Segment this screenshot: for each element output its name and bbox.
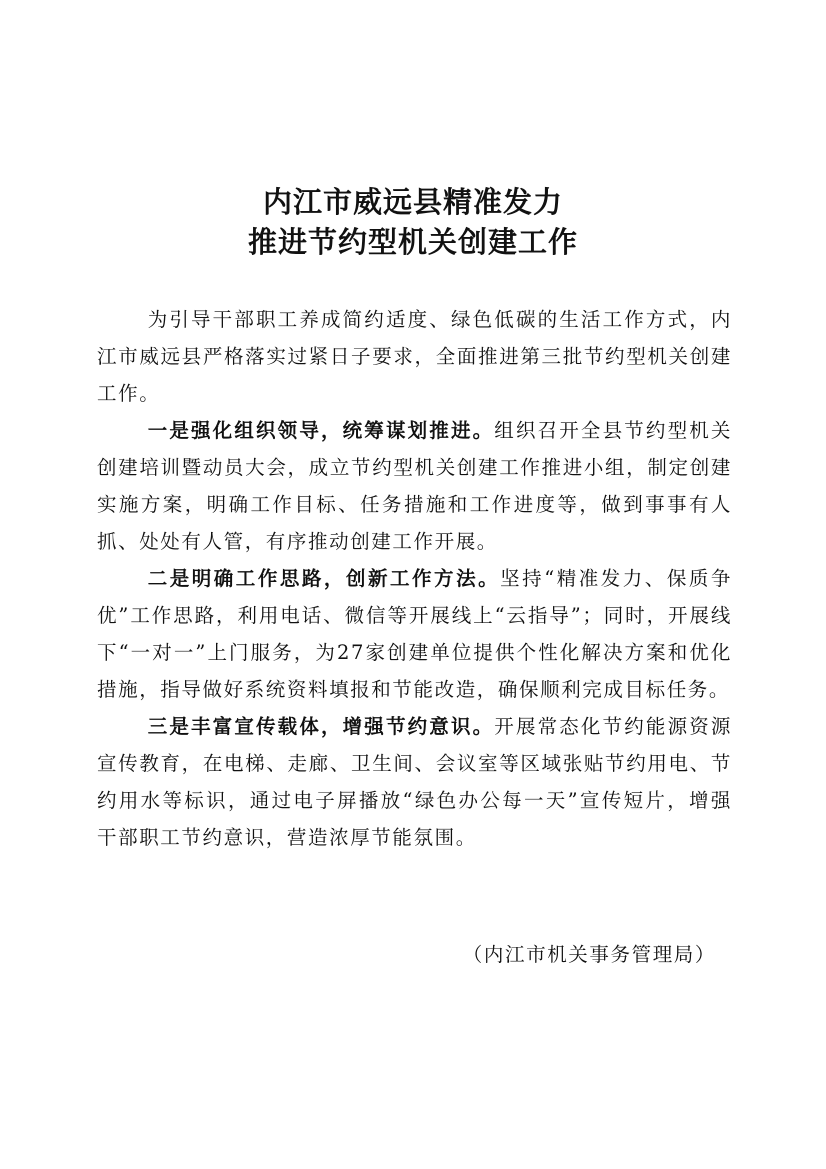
- document-title-line-1: 内江市威远县精准发力: [262, 185, 563, 219]
- paragraph-lead: 一是强化组织领导，统筹谋划推进。: [147, 419, 495, 442]
- paragraph-text: 开展常态化节约能源资源宣传教育，在电梯、走廊、卫生间、会议室等区域张贴节约用电、节约用水等标识，通过电子屏播放“绿色办公每一天”宣传短片，增强干部职工节约意识，营造浓厚节能氛围。: [97, 715, 732, 849]
- paragraph-text: 为引导干部职工养成简约适度、绿色低碳的生活工作方式，内江市威远县严格落实过紧日子要求，全面推进第三批节约型机关创建工作。: [97, 308, 732, 405]
- paragraph-point-2: [97, 560, 732, 708]
- paragraph-point-3: [97, 708, 732, 856]
- document-body: [97, 301, 732, 856]
- paragraph-lead: 二是明确工作思路，创新工作方法。: [147, 567, 501, 590]
- paragraph-point-1: [97, 412, 732, 560]
- paragraph-text: 坚持“精准发力、保质争优”工作思路，利用电话、微信等开展线上“云指导”；同时，开展线下“一对一”上门服务，为27家创建单位提供个性化解决方案和优化措施，指导做好系统资料填报和节能改造，确保顺利完成目标任务。: [97, 567, 732, 701]
- document-signature: （内江市机关事务管理局）: [462, 943, 716, 966]
- document-title-line-2: 推进节约型机关创建工作: [247, 225, 578, 259]
- paragraph-intro: [97, 301, 732, 412]
- paragraph-lead: 三是丰富宣传载体，增强节约意识。: [147, 715, 495, 738]
- paragraph-text: 组织召开全县节约型机关创建培训暨动员大会，成立节约型机关创建工作推进小组，制定创建实施方案，明确工作目标、任务措施和工作进度等，做到事事有人抓、处处有人管，有序推动创建工作开展。: [97, 419, 732, 553]
